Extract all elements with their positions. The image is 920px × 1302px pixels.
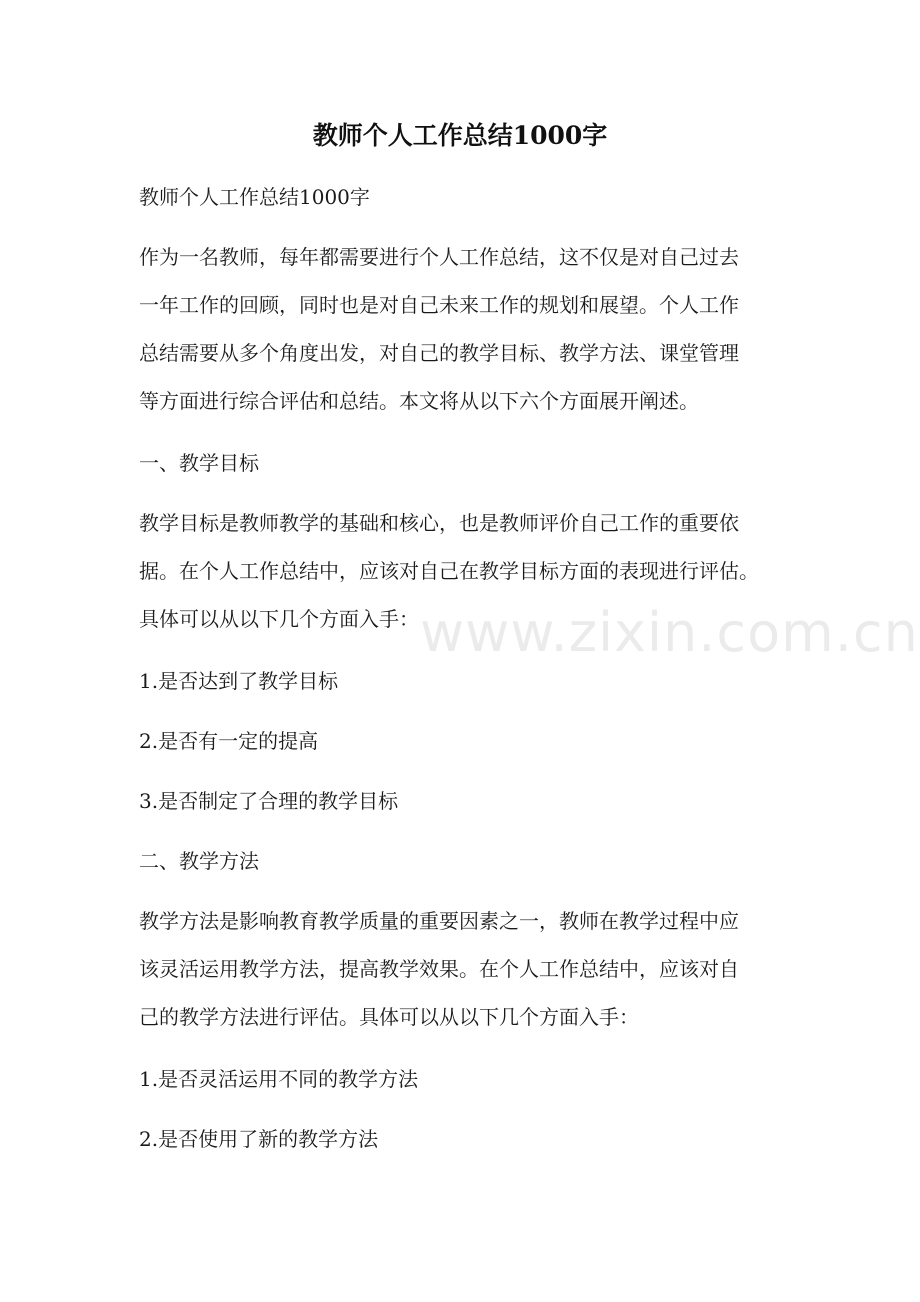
paragraph-line: 具体可以从以下几个方面入手：: [139, 607, 419, 631]
subtitle-line: 教师个人工作总结1000字: [139, 185, 370, 209]
list-item: 3.是否制定了合理的教学目标: [139, 789, 399, 813]
section-heading: 二、教学方法: [139, 849, 259, 873]
paragraph-line: 据。在个人工作总结中，应该对自己在教学目标方面的表现进行评估。: [139, 559, 759, 583]
paragraph-line: 该灵活运用教学方法，提高教学效果。在个人工作总结中，应该对自: [139, 957, 739, 981]
list-item: 2.是否使用了新的教学方法: [139, 1127, 379, 1151]
paragraph-line: 总结需要从多个角度出发，对自己的教学目标、教学方法、课堂管理: [139, 341, 739, 365]
paragraph-line: 等方面进行综合评估和总结。本文将从以下六个方面展开阐述。: [139, 389, 699, 413]
document-title: 教师个人工作总结1000字: [312, 121, 608, 150]
list-item: 1.是否达到了教学目标: [139, 669, 339, 693]
section-heading: 一、教学目标: [139, 451, 259, 475]
paragraph-line: 己的教学方法进行评估。具体可以从以下几个方面入手：: [139, 1005, 639, 1029]
list-item: 2.是否有一定的提高: [139, 729, 319, 753]
list-item: 1.是否灵活运用不同的教学方法: [139, 1067, 419, 1091]
paragraph-line: 教学方法是影响教育教学质量的重要因素之一，教师在教学过程中应: [139, 909, 739, 933]
paragraph-line: 一年工作的回顾，同时也是对自己未来工作的规划和展望。个人工作: [139, 293, 739, 317]
watermark: www.zixin.com.cn: [420, 601, 919, 664]
paragraph-line: 作为一名教师，每年都需要进行个人工作总结，这不仅是对自己过去: [139, 245, 739, 269]
paragraph-line: 教学目标是教师教学的基础和核心，也是教师评价自己工作的重要依: [139, 511, 739, 535]
